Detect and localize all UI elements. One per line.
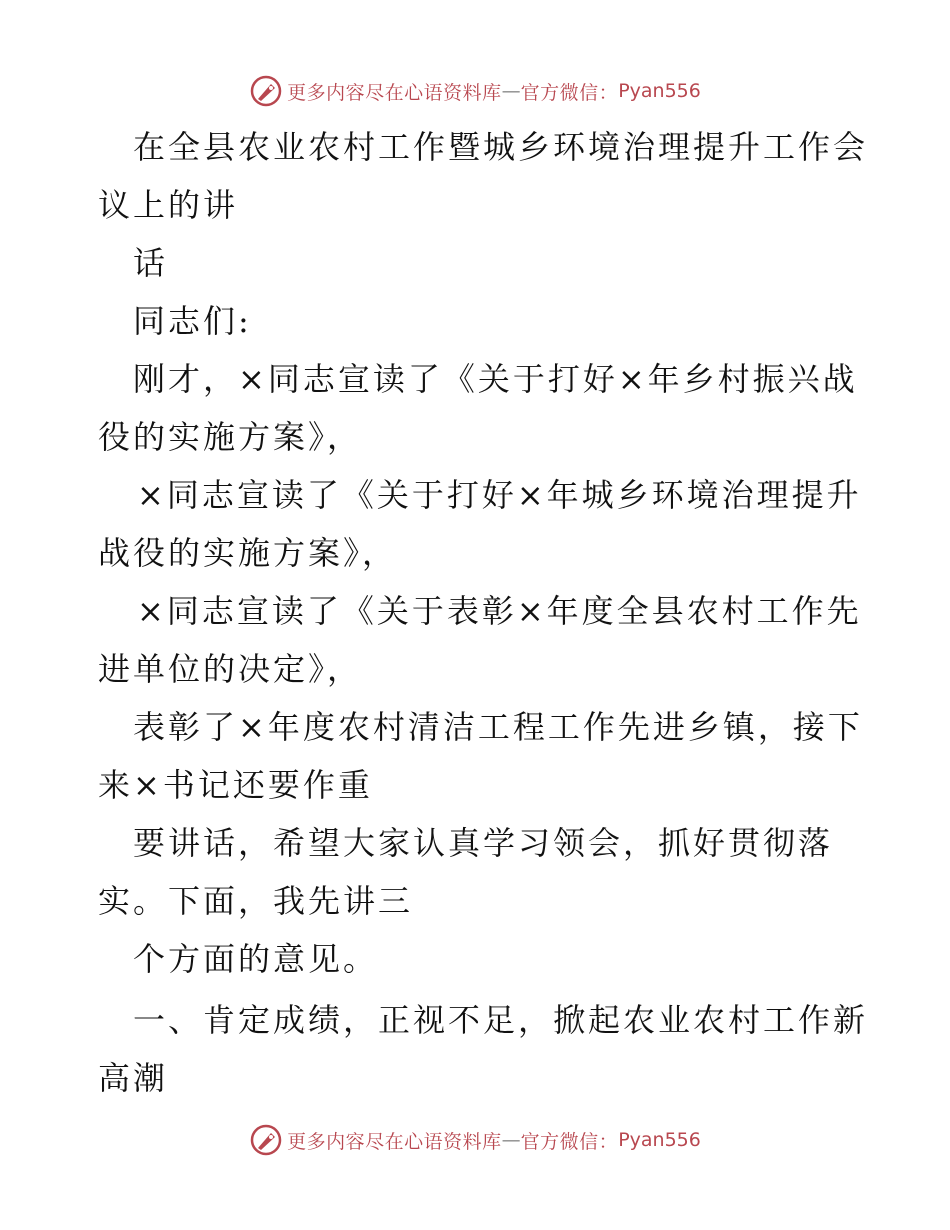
watermark-text: 更多内容尽在心语资料库	[287, 1130, 502, 1153]
salutation: 同志们:	[133, 302, 252, 340]
watermark-text: 更多内容尽在心语资料库	[287, 81, 502, 104]
paragraph-line: 刚才，×同志宣读了《关于打好×年乡村振兴战	[133, 360, 858, 398]
paragraph-line: 个方面的意见。	[133, 940, 379, 978]
footer-watermark	[0, 1120, 950, 1160]
watermark-account-label: 官方微信：	[520, 1130, 619, 1153]
watermark-account: Pyan556	[618, 80, 701, 102]
pen-nib-logo-icon	[249, 74, 283, 108]
document-title-line-1: 在全县农业农村工作暨城乡环境治理提升工作会	[133, 128, 869, 166]
paragraph-line: 进单位的决定》，	[98, 650, 363, 688]
paragraph-line: 来×书记还要作重	[98, 766, 373, 804]
paragraph-line: 要讲话，希望大家认真学习领会，抓好贯彻落	[133, 824, 834, 862]
document-title-line-2: 议上的讲	[98, 186, 239, 224]
paragraph-line: 役的实施方案》，	[98, 418, 363, 456]
paragraph-line: 战役的实施方案》，	[98, 534, 398, 572]
paragraph-line: 实。下面，我先讲三	[98, 882, 414, 920]
watermark-separator: —	[501, 80, 521, 102]
section-heading-line-1: 一、肯定成绩，正视不足，掀起农业农村工作新	[133, 1001, 869, 1039]
section-heading-line-2: 高潮	[98, 1059, 169, 1097]
header-watermark	[0, 71, 950, 111]
document-title-line-3: 话	[133, 244, 169, 282]
paragraph-line: ×同志宣读了《关于表彰×年度全县农村工作先	[137, 592, 862, 630]
watermark-separator: —	[501, 1129, 521, 1151]
pen-nib-logo-icon	[249, 1123, 283, 1157]
paragraph-line: ×同志宣读了《关于打好×年城乡环境治理提升	[137, 476, 862, 514]
watermark-account-label: 官方微信：	[520, 81, 619, 104]
paragraph-line: 表彰了×年度农村清洁工程工作先进乡镇，接下	[133, 708, 863, 746]
watermark-account: Pyan556	[618, 1129, 701, 1151]
